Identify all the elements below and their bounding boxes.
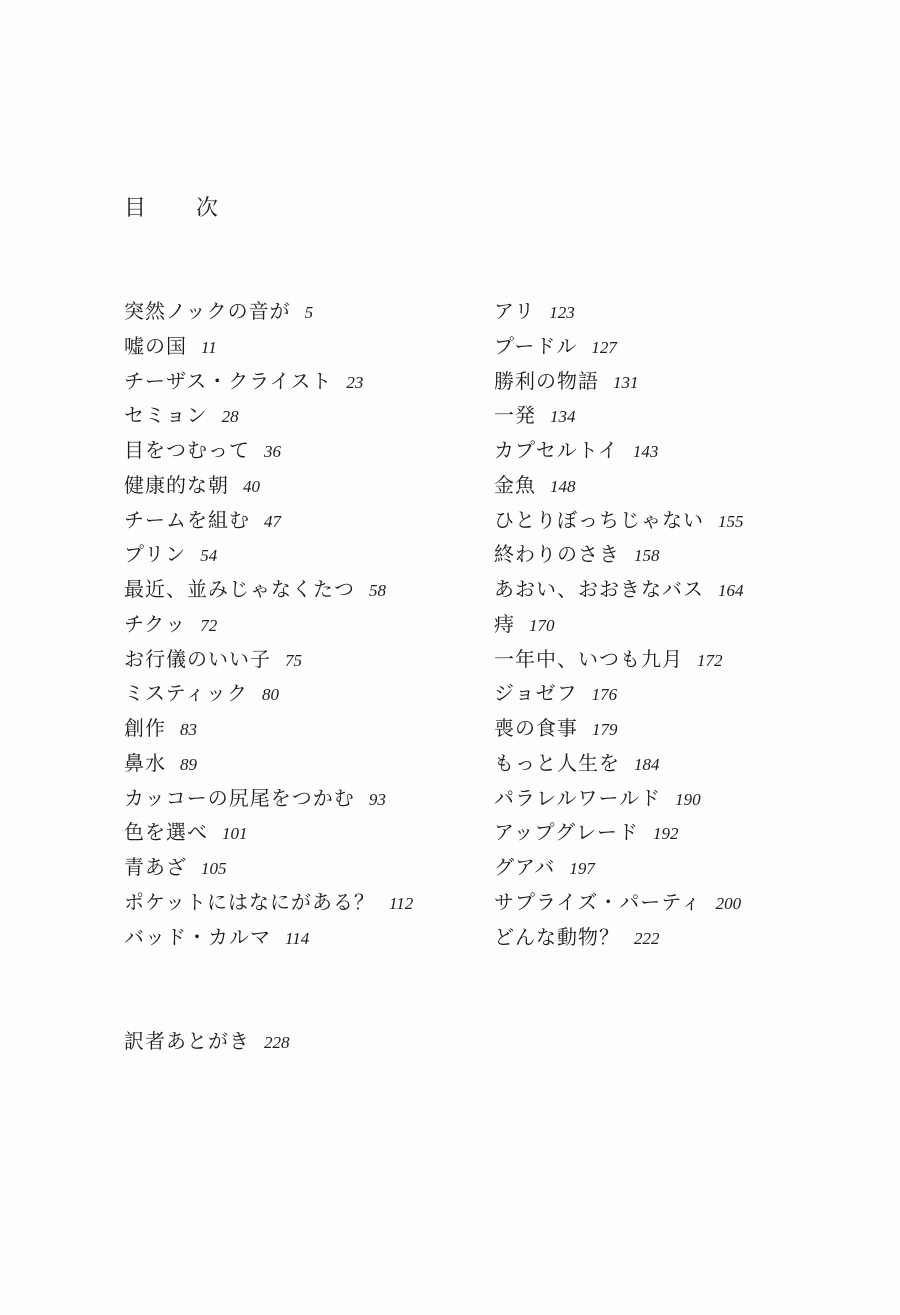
entry-page-number: 192	[653, 824, 679, 844]
entry-page-number: 164	[718, 581, 744, 600]
entry-page-number: 222	[634, 928, 660, 948]
entry-title: ミスティック	[124, 681, 248, 706]
entry-page-number: 127	[591, 337, 617, 357]
entry-title: プードル	[494, 333, 578, 358]
toc-heading: 目 次	[124, 196, 233, 221]
toc-entry	[494, 783, 744, 818]
toc-entry	[124, 817, 413, 852]
toc-entry	[494, 366, 744, 401]
entry-title: カッコーの尻尾をつかむ	[124, 785, 355, 810]
entry-title: 最近、並みじゃなくたつ	[124, 577, 355, 601]
entry-page-number: 36	[264, 442, 281, 461]
entry-page-number: 172	[697, 650, 723, 670]
entry-title: あおい、おおきなバス	[494, 577, 704, 601]
entry-page-number: 11	[201, 337, 217, 357]
entry-title: アリ	[494, 299, 536, 323]
toc-entry	[494, 852, 744, 887]
entry-page-number: 184	[634, 754, 660, 774]
entry-page-number: 131	[613, 372, 639, 392]
entry-title: 一発	[494, 403, 536, 428]
toc-entry	[124, 505, 413, 540]
entry-page-number: 148	[550, 476, 576, 496]
entry-title: 健康的な朝	[124, 472, 229, 497]
toc-entry	[124, 574, 413, 609]
toc-entry	[124, 296, 413, 331]
entry-page-number: 197	[569, 859, 595, 878]
entry-title: グアバ	[494, 855, 556, 879]
entry-title: バッド・カルマ	[124, 924, 271, 949]
toc-afterword-entry	[124, 1026, 290, 1058]
toc-entry	[124, 609, 413, 644]
entry-title: サプライズ・パーティ	[494, 889, 702, 914]
toc-entry	[494, 817, 744, 852]
entry-page-number: 134	[550, 407, 576, 427]
toc-entry	[494, 505, 744, 540]
entry-title: カプセルトイ	[494, 438, 619, 462]
toc-entry	[494, 331, 744, 366]
toc-entry	[494, 470, 744, 505]
entry-title: 創作	[124, 716, 166, 740]
entry-title: 訳者あとがき	[124, 1029, 250, 1053]
entry-title: 鼻水	[124, 750, 166, 775]
entry-title: 一年中、いつも九月	[494, 646, 683, 671]
entry-page-number: 101	[222, 824, 248, 844]
entry-title: 金魚	[494, 472, 536, 497]
entry-page-number: 72	[200, 615, 218, 635]
toc-entry	[494, 748, 744, 783]
entry-title: 勝利の物語	[494, 368, 599, 393]
entry-title: ジョゼフ	[494, 681, 578, 706]
toc-entry	[494, 539, 744, 574]
entry-title: 終わりのさき	[494, 542, 620, 567]
toc-entry	[124, 678, 413, 713]
toc-entry	[494, 713, 744, 748]
toc-entry	[124, 887, 413, 922]
toc-entry	[494, 400, 744, 435]
toc-entry	[124, 748, 413, 783]
entry-title: チーザス・クライスト	[124, 368, 333, 393]
entry-page-number: 105	[201, 859, 227, 878]
entry-page-number: 93	[368, 789, 386, 809]
entry-title: 痔	[494, 611, 515, 636]
entry-title: チームを組む	[124, 507, 250, 532]
entry-page-number: 143	[632, 442, 659, 461]
entry-page-number: 58	[369, 581, 386, 600]
toc-entry	[124, 400, 413, 435]
entry-title: ポケットにはなにがある？	[124, 889, 375, 914]
toc-entry	[494, 609, 744, 644]
entry-title: パラレルワールド	[494, 785, 662, 810]
entry-title: お行儀のいい子	[124, 646, 271, 671]
entry-page-number: 123	[549, 303, 575, 322]
entry-title: もっと人生を	[494, 750, 620, 775]
entry-title: セミョン	[124, 403, 208, 428]
toc-entry	[494, 887, 744, 922]
entry-page-number: 155	[718, 511, 744, 531]
entry-page-number: 54	[200, 546, 218, 566]
entry-title: 突然ノックの音が	[124, 299, 291, 323]
toc-entry	[124, 435, 413, 470]
entry-page-number: 75	[285, 650, 302, 670]
entry-page-number: 200	[715, 893, 742, 913]
entry-page-number: 190	[675, 789, 701, 809]
toc-entry	[494, 678, 744, 713]
toc-entry	[494, 435, 744, 470]
toc-left-column	[124, 296, 413, 956]
toc-entry	[494, 644, 744, 679]
entry-title: チクッ	[124, 611, 187, 636]
toc-entry	[124, 539, 413, 574]
entry-page-number: 83	[180, 720, 197, 739]
entry-title: 喪の食事	[494, 716, 578, 740]
entry-page-number: 112	[389, 893, 414, 913]
toc-entry	[124, 366, 413, 401]
entry-page-number: 158	[634, 546, 660, 566]
toc-entry	[494, 922, 744, 957]
entry-page-number: 80	[262, 685, 279, 705]
toc-entry	[124, 922, 413, 957]
toc-right-column	[494, 296, 744, 956]
entry-title: どんな動物？	[494, 924, 620, 949]
entry-page-number: 228	[264, 1033, 290, 1052]
entry-title: 青あざ	[124, 855, 187, 879]
toc-entry	[124, 852, 413, 887]
entry-page-number: 40	[243, 476, 260, 496]
toc-entry	[124, 331, 413, 366]
entry-page-number: 179	[592, 720, 618, 739]
entry-page-number: 114	[285, 928, 310, 948]
entry-title: プリン	[124, 542, 187, 567]
entry-page-number: 176	[591, 685, 618, 705]
toc-entry	[494, 296, 744, 331]
entry-page-number: 89	[180, 754, 197, 774]
entry-page-number: 5	[304, 303, 314, 322]
toc-entry	[124, 783, 413, 818]
entry-page-number: 47	[264, 511, 281, 531]
toc-entry	[124, 470, 413, 505]
toc-entry	[494, 574, 744, 609]
entry-title: アップグレード	[494, 820, 639, 845]
toc-entry	[124, 713, 413, 748]
entry-title: ひとりぼっちじゃない	[494, 507, 704, 532]
entry-page-number: 23	[346, 372, 364, 392]
toc-entry	[124, 644, 413, 679]
entry-title: 嘘の国	[124, 333, 187, 358]
entry-page-number: 28	[221, 407, 239, 427]
entry-title: 目をつむって	[124, 438, 250, 462]
entry-title: 色を選べ	[124, 820, 208, 845]
entry-page-number: 170	[529, 615, 555, 635]
